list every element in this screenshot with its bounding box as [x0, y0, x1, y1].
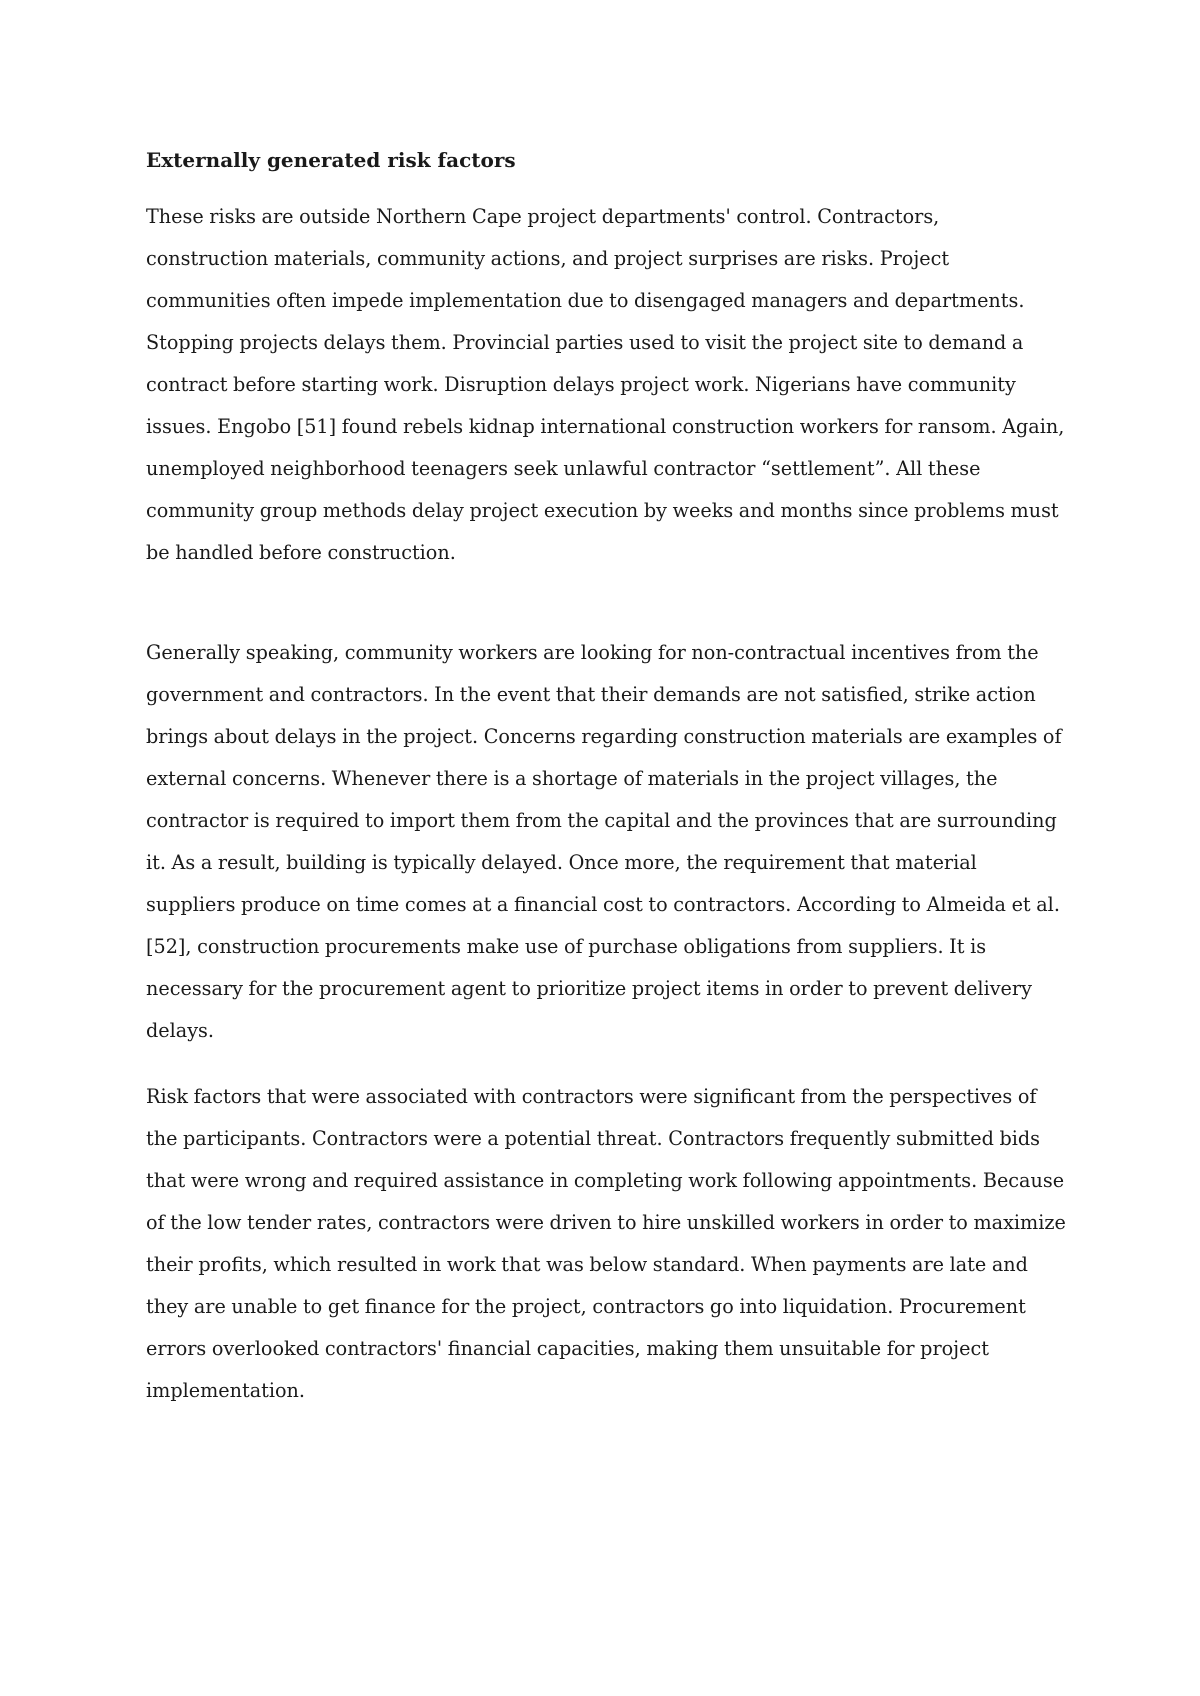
paragraph-community-risks: These risks are outside Northern Cape project departments' control. Contractors, construction materials, community actions, and project surprises are risks. Project communities often impede implementation due to disengaged managers and departments. Stopping projects delays them. Provincial parties used to visit the project site to demand a contract before starting work. Disruption delays project work. Nigerians have community issues. Engobo [51] found rebels kidnap international construction workers for ransom. Again, unemployed neighborhood teenagers seek unlawful contractor “settlement”. All these community group methods delay project execution by weeks and months since problems must be handled before construction. [146, 205, 1065, 564]
paragraph-contractor-risks: Risk factors that were associated with contractors were significant from the perspectives of the participants. Contractors were a potential threat. Contractors frequently submitted bids that were wrong and required assistance in completing work following appointments. Because of the low tender rates, contractors were driven to hire unskilled workers in order to maximize their profits, which resulted in work that was below standard. When payments are late and they are unable to get finance for the project, contractors go into liquidation. Procurement errors overlooked contractors' financial capacities, making them unsuitable for project implementation. [146, 1085, 1066, 1402]
document-body [146, 146, 1066, 1412]
section-heading: Externally generated risk factors [146, 148, 516, 172]
paragraph-materials-risks: Generally speaking, community workers are looking for non-contractual incentives from the government and contractors. In the event that their demands are not satisfied, strike action brings about delays in the project. Concerns regarding construction materials are examples of external concerns. Whenever there is a shortage of materials in the project villages, the contractor is required to import them from the capital and the provinces that are surrounding it. As a result, building is typically delayed. Once more, the requirement that material suppliers produce on time comes at a financial cost to contractors. According to Almeida et al. [52], construction procurements make use of purchase obligations from suppliers. It is necessary for the procurement agent to prioritize project items in order to prevent delivery delays. [146, 641, 1062, 1042]
